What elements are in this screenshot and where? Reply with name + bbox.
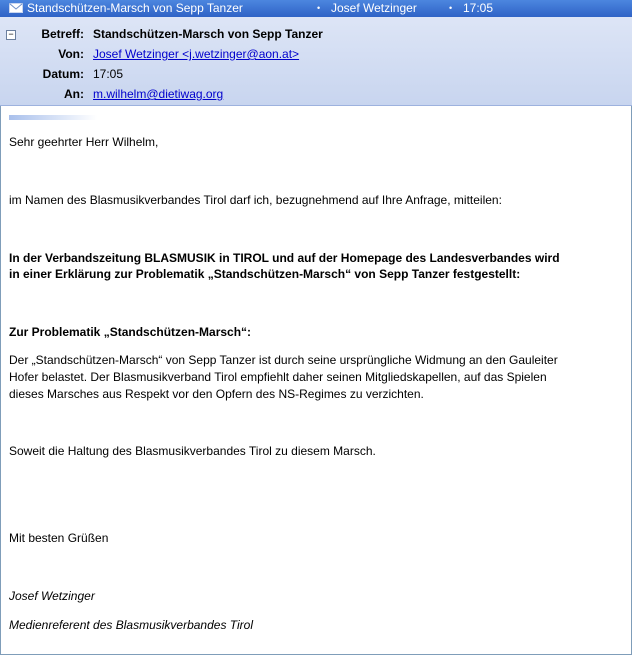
statement-line: Hofer belastet. Der Blasmusikverband Tirol empfiehlt daher seinen Mitgliedskapellen, auf das Spielen [9,370,547,384]
titlebar-subject: Standschützen-Marsch von Sepp Tanzer [27,1,243,15]
statement-line: dieses Marsches aus Respekt vor den Opfern des NS-Regimes zu verzichten. [9,387,424,401]
collapse-header-button[interactable]: − [6,30,16,40]
intro-paragraph: im Namen des Blasmusikverbandes Tirol darf ich, bezugnehmend auf Ihre Anfrage, mitteilen: [9,193,502,207]
header-divider [9,115,97,120]
greeting: Sehr geehrter Herr Wilhelm, [9,135,159,149]
signature-name: Josef Wetzinger [9,589,95,603]
date-value: 17:05 [93,67,124,81]
from-label: Von: [58,47,84,61]
titlebar-sender: Josef Wetzinger [331,1,417,15]
bold-statement-line: in einer Erklärung zur Problematik „Standschützen-Marsch“ von Sepp Tanzer festgestellt: [9,267,521,281]
to-label: An: [64,87,84,101]
subject-label: Betreff: [41,27,84,41]
section-heading: Zur Problematik „Standschützen-Marsch“: [9,325,252,339]
subject-value: Standschützen-Marsch von Sepp Tanzer [93,27,323,41]
to-address-link[interactable]: m.wilhelm@dietiwag.org [93,87,224,101]
from-address-link[interactable]: Josef Wetzinger <j.wetzinger@aon.at> [93,47,300,61]
statement-line: Der „Standschützen-Marsch“ von Sepp Tanzer ist durch seine ursprüngliche Widmung an den Gauleiter [9,353,558,367]
titlebar-time: 17:05 [463,1,494,15]
regards: Mit besten Grüßen [9,531,109,545]
closing-statement: Soweit die Haltung des Blasmusikverbandes Tirol zu diesem Marsch. [9,444,376,458]
message-header [0,17,632,106]
titlebar-separator: • [449,3,453,13]
date-label: Datum: [42,67,84,81]
message-titlebar[interactable] [0,0,632,17]
signature-title: Medienreferent des Blasmusikverbandes Tirol [9,618,254,632]
envelope-icon [9,3,23,13]
bold-statement-line: In der Verbandszeitung BLASMUSIK in TIROL und auf der Homepage des Landesverbandes wird [9,251,560,265]
titlebar-separator: • [317,3,321,13]
